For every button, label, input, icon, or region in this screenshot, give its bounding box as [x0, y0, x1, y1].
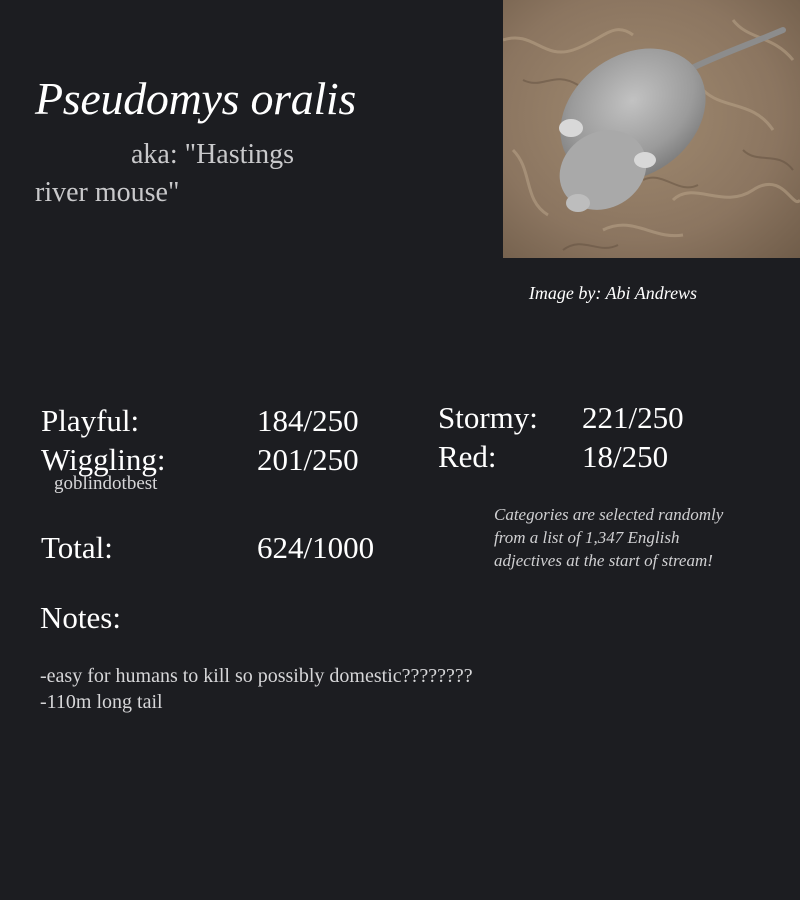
- stat-label-wiggling: Wiggling:: [41, 442, 166, 477]
- categories-note: Categories are selected randomly from a list of 1,347 English adjectives at the start of stream!: [494, 505, 724, 570]
- stat-label-red: Red:: [438, 439, 497, 474]
- photo-credit: Image by: Abi Andrews: [528, 283, 698, 303]
- species-common-name: aka: "Hastings river mouse": [35, 139, 295, 208]
- stat-value-playful: 184/250: [257, 403, 359, 438]
- notes-line: -110m long tail: [40, 691, 163, 713]
- watermark: goblindotbest: [54, 473, 158, 494]
- stat-value-red: 18/250: [582, 439, 669, 474]
- stat-label-playful: Playful:: [41, 403, 140, 438]
- notes-heading: Notes:: [40, 600, 121, 635]
- notes-line: -easy for humans to kill so possibly domestic????????: [40, 665, 473, 687]
- stat-value-stormy: 221/250: [582, 400, 684, 435]
- mouse-photo: [503, 0, 800, 258]
- stat-value-total: 624/1000: [257, 530, 375, 565]
- stat-label-stormy: Stormy:: [438, 400, 538, 435]
- stat-value-wiggling: 201/250: [257, 442, 359, 477]
- species-scientific-name: Pseudomys oralis: [35, 73, 357, 124]
- stat-label-total: Total:: [41, 530, 113, 565]
